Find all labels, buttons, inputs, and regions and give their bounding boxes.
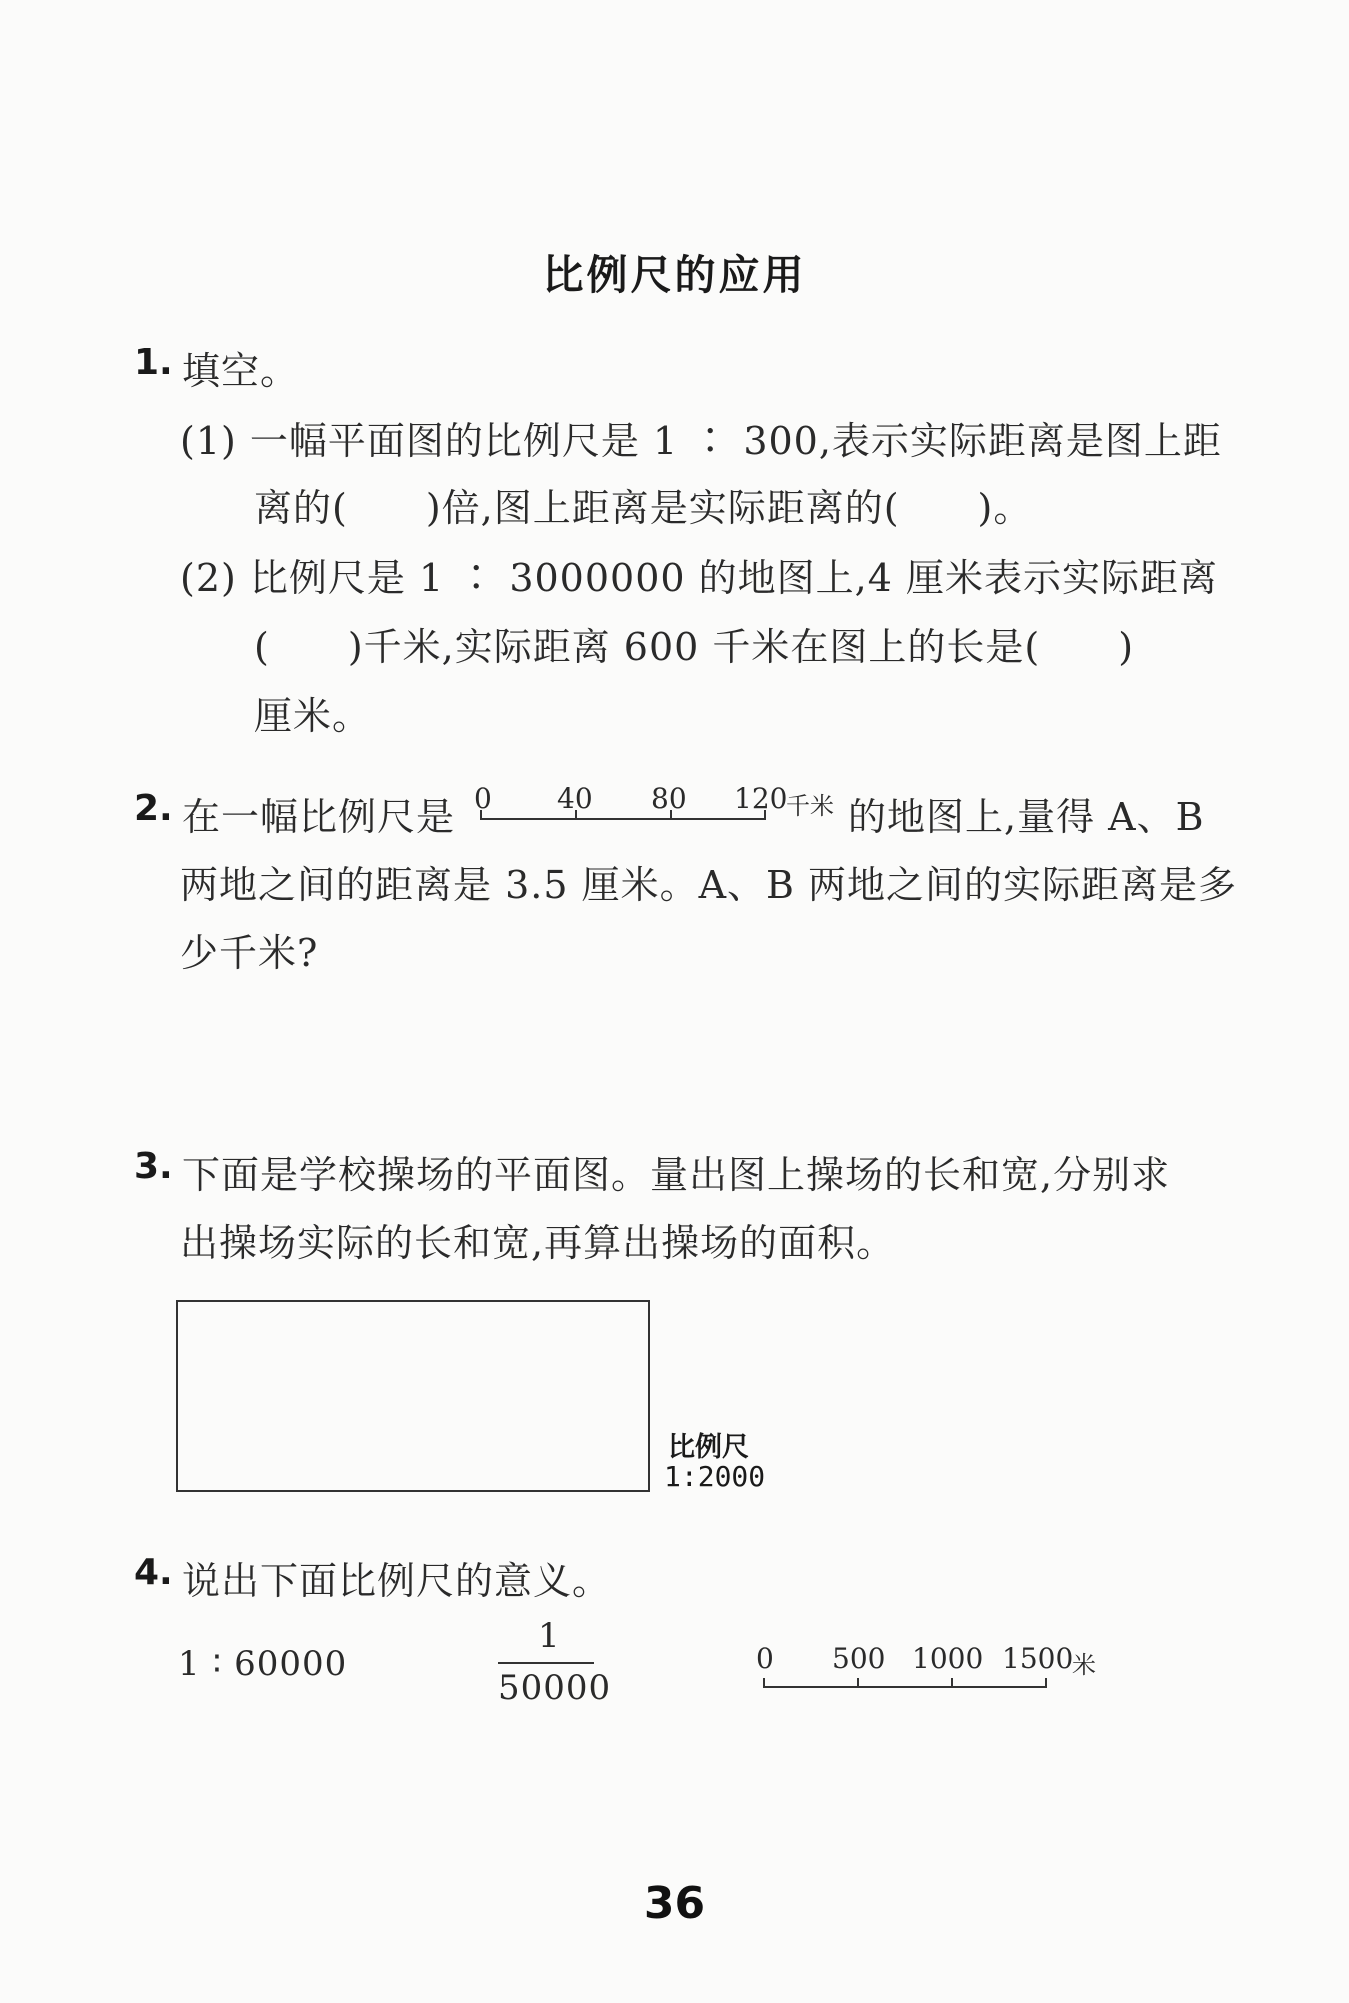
- q3-scale-label: 比例尺: [668, 1432, 749, 1463]
- q2-line3: 少千米?: [180, 931, 319, 975]
- q1-number: 1.: [134, 342, 173, 383]
- q2-number: 2.: [134, 788, 173, 829]
- q2-line1-suffix: 的地图上,量得 A、B: [848, 795, 1205, 839]
- q2-scale-label: 0: [474, 782, 492, 815]
- q4-fraction-bar: [498, 1662, 594, 1664]
- q4-scale-label: 500: [832, 1642, 886, 1675]
- q2-scale-label: 120: [734, 782, 788, 815]
- q4-fraction-numerator: 1: [538, 1616, 561, 1656]
- q2-scale-tick: [764, 810, 766, 820]
- q4-scale-tick: [951, 1678, 953, 1688]
- q4-fraction-denominator: 50000: [498, 1668, 612, 1708]
- q4-heading: 说出下面比例尺的意义。: [182, 1559, 612, 1603]
- q1-part1-line1: (1) 一幅平面图的比例尺是 1 ∶ 300,表示实际距离是图上距: [180, 419, 1222, 463]
- q4-scale-label: 1000: [912, 1642, 984, 1675]
- playground-plan-rectangle: [176, 1300, 650, 1492]
- q3-scale-value: 1:2000: [664, 1460, 766, 1493]
- q2-scale-label: 80: [651, 782, 687, 815]
- q2-scale-tick: [670, 810, 672, 820]
- q1-part2-line1: (2) 比例尺是 1 ∶ 3000000 的地图上,4 厘米表示实际距离: [180, 556, 1218, 600]
- q4-number: 4.: [134, 1552, 173, 1593]
- q4-scale-tick: [1045, 1678, 1047, 1688]
- q4-scale-tick: [763, 1678, 765, 1688]
- q2-scale-label: 40: [557, 782, 593, 815]
- q3-line1: 下面是学校操场的平面图。量出图上操场的长和宽,分别求: [182, 1153, 1171, 1197]
- q3-number: 3.: [134, 1146, 173, 1187]
- q4-scale-unit: 米: [1072, 1651, 1096, 1679]
- page-number: 36: [643, 1878, 706, 1929]
- q2-scale-unit: 千米: [786, 792, 834, 820]
- q4-scale-label: 0: [756, 1642, 774, 1675]
- page-title: 比例尺的应用: [542, 251, 807, 299]
- q2-scale-tick: [575, 810, 577, 820]
- q3-line2: 出操场实际的长和宽,再算出操场的面积。: [180, 1221, 896, 1265]
- q2-scale-bar: [480, 818, 764, 820]
- q4-ratio: 1 ∶ 60000: [178, 1644, 348, 1684]
- q4-scale-bar: [763, 1686, 1045, 1688]
- q4-scale-label: 1500: [1002, 1642, 1074, 1675]
- q2-scale-tick: [480, 810, 482, 820]
- q1-part2-line3: 厘米。: [254, 694, 372, 738]
- q1-part1-line2: 离的( )倍,图上距离是实际距离的( )。: [254, 486, 1033, 530]
- q1-part2-line2: ( )千米,实际距离 600 千米在图上的长是( ): [254, 625, 1135, 669]
- q2-line1-prefix: 在一幅比例尺是: [182, 795, 456, 839]
- q1-heading: 填空。: [182, 349, 300, 393]
- q4-scale-tick: [857, 1678, 859, 1688]
- q2-line2: 两地之间的距离是 3.5 厘米。A、B 两地之间的实际距离是多: [180, 863, 1238, 907]
